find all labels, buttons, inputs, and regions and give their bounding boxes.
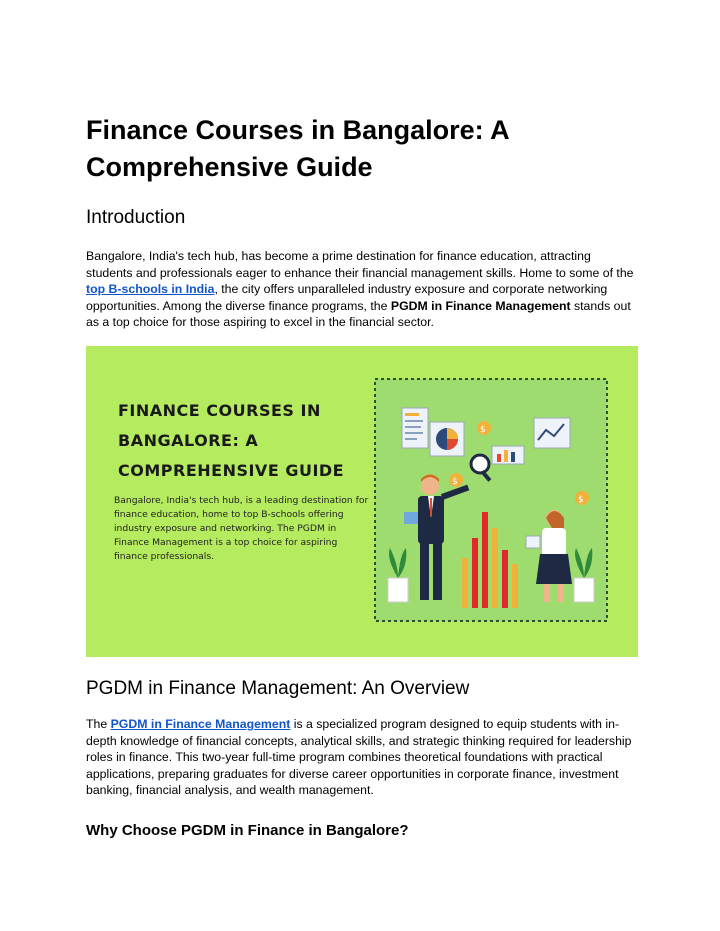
top-b-schools-link[interactable]: top B-schools in India: [86, 282, 215, 297]
page-title: [86, 112, 638, 186]
intro-bold-program: PGDM in Finance Management: [390, 298, 571, 313]
finance-illustration: [374, 378, 608, 622]
overview-heading: PGDM in Finance Management: An Overview: [86, 678, 470, 699]
banner-image: [86, 346, 638, 657]
intro-text-2: , the city offers unparalleled industry exposure and corporate networking opportunities. Among the diverse finance programs, the: [86, 282, 608, 313]
banner-description: Bangalore, India's tech hub, is a leading destination for finance education, home to top B-schools offering industry exposure and networking. The PGDM in Finance Management is a top choice for aspiring finance professionals.: [114, 495, 369, 562]
dashboard-panel-icon: [402, 408, 428, 448]
why-choose-heading: Why Choose PGDM in Finance in Bangalore?: [86, 822, 409, 839]
bar-panel-icon: [492, 446, 524, 464]
pie-chart-panel-icon: [430, 422, 464, 456]
banner-title-line-2: BANGALORE: A: [118, 431, 259, 450]
page-title-line-1: Finance Courses in Bangalore: A: [86, 115, 510, 145]
banner-title-line-3: COMPREHENSIVE GUIDE: [118, 461, 345, 480]
line-chart-panel-icon: [534, 418, 570, 448]
introduction-heading: Introduction: [86, 207, 186, 228]
overview-paragraph: [86, 716, 638, 799]
introduction-paragraph: [86, 248, 638, 331]
document-page: [86, 112, 638, 839]
banner-title-line-1: FINANCE COURSES IN: [118, 401, 321, 420]
page-title-line-2: Comprehensive Guide: [86, 152, 373, 182]
pgdm-finance-link[interactable]: PGDM in Finance Management: [110, 717, 291, 731]
svg-text:$: $: [480, 425, 486, 435]
overview-text-2: is a specialized program designed to equip students with in-depth knowledge of financial concepts, analytical skills, and strategic thinking required for leadership roles in finance. This two-year full-time program combines theoretical foundations with practical applications, preparing graduates for diverse career opportunities in corporate finance, investment banking, financial analysis, and wealth management.: [86, 717, 632, 798]
intro-text-3: stands out as a top choice for those aspiring to excel in the financial sector.: [86, 298, 631, 330]
svg-text:$: $: [452, 477, 458, 487]
overview-text-1: The: [86, 717, 111, 731]
banner-title: [118, 396, 344, 486]
intro-text-1: Bangalore, India's tech hub, has become a prime destination for finance education, attracting students and professionals eager to enhance their financial management skills. Home to some of the: [86, 249, 634, 280]
svg-text:$: $: [578, 495, 584, 505]
